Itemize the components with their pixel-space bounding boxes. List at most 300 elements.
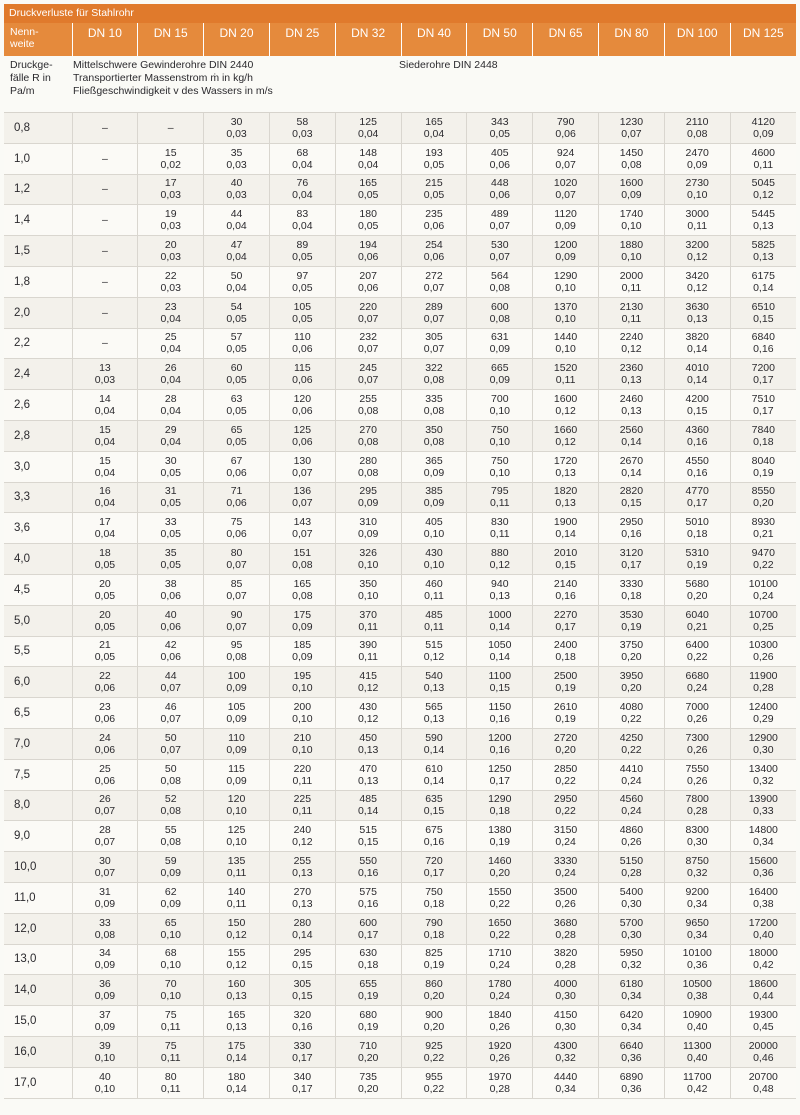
flow-cell: [401, 1067, 467, 1098]
mass-flow-value: 75: [164, 1009, 177, 1021]
flow-cell: [664, 328, 730, 359]
velocity-value: 0,06: [160, 651, 181, 664]
mass-flow-value: 57: [230, 331, 243, 344]
velocity-value: 0,14: [621, 466, 642, 479]
flow-cell: [204, 390, 270, 421]
table-row: [4, 821, 796, 852]
flow-cell: [599, 482, 665, 513]
flow-cell: [269, 297, 335, 328]
flow-cell: [467, 205, 533, 236]
mass-flow-value: 42: [164, 639, 177, 652]
mass-flow-value: 52: [164, 793, 177, 806]
flow-cell: [664, 236, 730, 267]
flow-cell: [533, 852, 599, 883]
flow-cell: [138, 205, 204, 236]
mass-flow-value: 18000: [748, 947, 778, 960]
flow-cell: [335, 667, 401, 698]
mass-flow-value: 448: [491, 177, 509, 190]
mass-flow-value: 750: [491, 454, 509, 467]
flow-cell: [664, 975, 730, 1006]
mass-flow-value: 1230: [619, 115, 644, 128]
velocity-value: 0,12: [555, 405, 576, 418]
mass-flow-value: 6680: [685, 670, 709, 683]
mass-flow-value: 38: [164, 577, 177, 590]
velocity-value: 0,10: [555, 343, 576, 356]
mass-flow-value: 232: [359, 331, 377, 344]
flow-cell: [138, 297, 204, 328]
velocity-value: 0,19: [357, 1021, 379, 1033]
mass-flow-value: 23: [164, 300, 177, 313]
flow-cell: [467, 1036, 533, 1067]
flow-cell: [467, 821, 533, 852]
velocity-value: 0,07: [555, 189, 576, 202]
velocity-value: 0,06: [160, 589, 181, 602]
velocity-value: 0,11: [424, 620, 444, 633]
flow-cell: [730, 821, 796, 852]
velocity-value: 0,06: [160, 620, 181, 633]
mass-flow-value: 9650: [685, 916, 709, 929]
flow-cell: [138, 174, 204, 205]
velocity-value: 0,12: [489, 559, 510, 572]
mass-flow-value: 13: [99, 362, 111, 375]
flow-cell: [269, 944, 335, 975]
pressure-gradient-cell: 0,8: [4, 113, 72, 144]
flow-cell: [401, 667, 467, 698]
mass-flow-value: 31: [164, 485, 177, 498]
mass-flow-value: 30: [164, 454, 177, 467]
velocity-value: 0,13: [489, 589, 510, 602]
velocity-value: 0,09: [292, 620, 313, 633]
mass-flow-value: 6840: [751, 331, 775, 344]
flow-cell: [335, 605, 401, 636]
table-row: [4, 390, 796, 421]
pressure-gradient-cell: 3,0: [4, 451, 72, 482]
velocity-value: 0,12: [357, 713, 379, 726]
flow-cell: [664, 944, 730, 975]
velocity-value: 0,11: [753, 158, 774, 171]
mass-flow-value: 14800: [748, 824, 778, 837]
flow-cell: [138, 605, 204, 636]
mass-flow-value: 255: [293, 855, 312, 868]
mass-flow-value: 1660: [553, 423, 578, 436]
velocity-value: 0,10: [489, 435, 510, 448]
velocity-value: 0,09: [423, 466, 445, 479]
mass-flow-value: 1120: [554, 208, 577, 221]
mass-flow-value: 44: [230, 208, 243, 221]
flow-cell: [72, 1006, 138, 1037]
flow-cell: [730, 482, 796, 513]
flow-cell: [335, 236, 401, 267]
table-row: [4, 913, 796, 944]
mass-flow-value: 680: [359, 1009, 377, 1021]
velocity-value: 0,07: [94, 805, 116, 818]
velocity-value: 0,09: [226, 743, 247, 756]
velocity-value: 0,18: [489, 805, 510, 818]
velocity-value: 0,09: [621, 189, 642, 202]
mass-flow-value: 65: [230, 423, 243, 436]
velocity-value: 0,18: [357, 959, 379, 972]
velocity-value: 0,36: [621, 1082, 642, 1095]
flow-cell: [401, 513, 467, 544]
velocity-value: 0,30: [555, 1021, 576, 1033]
velocity-value: 0,06: [357, 251, 379, 264]
velocity-value: 0,11: [160, 1021, 181, 1033]
flow-cell: [533, 1036, 599, 1067]
flow-cell: [401, 297, 467, 328]
mass-flow-value: –: [101, 337, 108, 350]
pressure-gradient-cell: 1,0: [4, 143, 72, 174]
flow-cell: [72, 359, 138, 390]
info-line-pipe-type: Mittelschwere Gewinderohre DIN 2440: [73, 59, 254, 71]
flow-cell: [467, 513, 533, 544]
mass-flow-value: 450: [359, 731, 377, 744]
velocity-value: 0,42: [687, 1082, 708, 1095]
mass-flow-value: 16: [99, 485, 111, 498]
mass-flow-value: –: [101, 275, 108, 288]
mass-flow-value: 2610: [553, 701, 578, 714]
pressure-gradient-cell: 1,4: [4, 205, 72, 236]
flow-cell: [204, 882, 270, 913]
velocity-value: 0,09: [357, 497, 379, 510]
velocity-value: 0,08: [160, 774, 181, 787]
flow-cell: [599, 1006, 665, 1037]
table-row: [4, 328, 796, 359]
flow-cell: [204, 667, 270, 698]
velocity-value: 0,06: [226, 528, 247, 541]
column-header: DN 15: [138, 23, 204, 56]
mass-flow-value: 63: [230, 393, 243, 406]
velocity-value: 0,03: [160, 281, 181, 294]
flow-cell: [599, 390, 665, 421]
velocity-value: 0,32: [621, 959, 642, 972]
mass-flow-value: 1100: [488, 670, 512, 683]
velocity-value: 0,15: [753, 312, 774, 325]
pressure-gradient-cell: 12,0: [4, 913, 72, 944]
mass-flow-value: 120: [293, 393, 312, 406]
mass-flow-value: 75: [164, 1039, 177, 1052]
mass-flow-value: 2850: [553, 762, 578, 775]
flow-cell: [599, 944, 665, 975]
mass-flow-value: 485: [359, 793, 377, 806]
velocity-value: 0,34: [621, 990, 642, 1003]
mass-flow-value: 165: [359, 177, 377, 190]
flow-cell: [204, 574, 270, 605]
flow-cell: [664, 544, 730, 575]
velocity-value: 0,36: [621, 1051, 642, 1064]
velocity-value: 0,04: [160, 312, 181, 325]
mass-flow-value: 365: [425, 454, 443, 467]
mass-flow-value: 4120: [751, 115, 775, 128]
velocity-value: 0,06: [489, 158, 510, 171]
mass-flow-value: 3820: [553, 947, 578, 960]
velocity-value: 0,26: [621, 836, 642, 849]
flow-cell: [664, 297, 730, 328]
flow-cell: [664, 913, 730, 944]
velocity-value: 0,08: [292, 559, 313, 572]
flow-cell: [335, 1006, 401, 1037]
mass-flow-value: 70: [164, 978, 177, 991]
mass-flow-value: 665: [491, 362, 509, 375]
velocity-value: 0,03: [160, 220, 181, 233]
velocity-value: 0,09: [489, 343, 510, 356]
flow-cell: [269, 1006, 335, 1037]
mass-flow-value: 235: [425, 208, 443, 221]
mass-flow-value: 8040: [751, 454, 775, 467]
mass-flow-value: 515: [425, 639, 443, 652]
flow-cell: [204, 513, 270, 544]
flow-cell: [72, 297, 138, 328]
flow-cell: [467, 451, 533, 482]
flow-cell: [204, 821, 270, 852]
mass-flow-value: 320: [293, 1009, 312, 1021]
flow-cell: [599, 759, 665, 790]
mass-flow-value: 28: [164, 393, 177, 406]
velocity-value: 0,06: [292, 374, 313, 387]
flow-cell: [138, 513, 204, 544]
velocity-value: 0,21: [753, 528, 774, 541]
table-row: [4, 513, 796, 544]
mass-flow-value: 3120: [619, 547, 644, 560]
mass-flow-value: 175: [227, 1039, 246, 1052]
flow-cell: [533, 728, 599, 759]
mass-flow-value: 40: [230, 177, 243, 190]
flow-cell: [467, 605, 533, 636]
flow-cell: [533, 1067, 599, 1098]
flow-cell: [730, 1036, 796, 1067]
velocity-value: 0,14: [226, 1082, 247, 1095]
mass-flow-value: 415: [359, 670, 377, 683]
mass-flow-value: 115: [293, 362, 311, 375]
velocity-value: 0,07: [226, 589, 247, 602]
flow-cell: [599, 728, 665, 759]
velocity-value: 0,09: [94, 1021, 116, 1033]
velocity-value: 0,05: [160, 497, 181, 510]
mass-flow-value: 485: [425, 608, 443, 621]
flow-cell: [664, 205, 730, 236]
mass-flow-value: 75: [230, 516, 243, 529]
velocity-value: 0,34: [687, 897, 708, 910]
pressure-gradient-cell: 5,0: [4, 605, 72, 636]
flow-cell: [467, 544, 533, 575]
mass-flow-value: 19: [164, 208, 177, 221]
mass-flow-value: 4860: [619, 824, 644, 837]
velocity-value: 0,05: [94, 620, 116, 633]
flow-cell: [599, 297, 665, 328]
flow-cell: [664, 359, 730, 390]
mass-flow-value: 489: [491, 208, 509, 221]
flow-cell: [467, 420, 533, 451]
mass-flow-value: 125: [293, 423, 312, 436]
velocity-value: 0,16: [489, 743, 510, 756]
flow-cell: [72, 266, 138, 297]
velocity-value: 0,30: [621, 928, 642, 941]
flow-cell: [599, 513, 665, 544]
mass-flow-value: 7200: [751, 362, 775, 375]
mass-flow-value: 9200: [685, 885, 709, 898]
velocity-value: 0,24: [489, 990, 510, 1003]
flow-cell: [533, 143, 599, 174]
velocity-value: 0,07: [357, 374, 379, 387]
flow-cell: [269, 574, 335, 605]
velocity-value: 0,09: [160, 897, 181, 910]
flow-cell: [401, 174, 467, 205]
flow-cell: [269, 790, 335, 821]
flow-cell: [467, 790, 533, 821]
velocity-value: 0,05: [160, 559, 181, 572]
pressure-gradient-cell: 13,0: [4, 944, 72, 975]
flow-cell: [401, 605, 467, 636]
mass-flow-value: 20: [99, 577, 111, 590]
mass-flow-value: 5825: [751, 239, 775, 252]
table-row: [4, 574, 796, 605]
flow-cell: [533, 513, 599, 544]
flow-cell: [664, 113, 730, 144]
velocity-value: 0,16: [687, 466, 708, 479]
velocity-value: 0,30: [621, 897, 642, 910]
velocity-value: 0,14: [226, 1051, 247, 1064]
velocity-value: 0,24: [687, 682, 708, 695]
mass-flow-value: 940: [491, 577, 509, 590]
flow-cell: [335, 636, 401, 667]
flow-cell: [664, 482, 730, 513]
mass-flow-value: 2470: [685, 146, 709, 159]
mass-flow-value: 700: [491, 393, 509, 406]
flow-cell: [533, 359, 599, 390]
mass-flow-value: 125: [227, 824, 246, 837]
flow-cell: [664, 390, 730, 421]
velocity-value: 0,08: [423, 374, 445, 387]
velocity-value: 0,05: [489, 127, 510, 140]
flow-cell: [599, 913, 665, 944]
velocity-value: 0,05: [226, 374, 247, 387]
mass-flow-value: 590: [425, 731, 443, 744]
mass-flow-value: 12900: [748, 731, 778, 744]
mass-flow-value: 30: [99, 855, 111, 868]
flow-cell: [269, 205, 335, 236]
mass-flow-value: 44: [164, 670, 177, 683]
velocity-value: 0,48: [753, 1082, 774, 1095]
velocity-value: 0,06: [357, 281, 379, 294]
velocity-value: 0,13: [555, 497, 576, 510]
flow-cell: [730, 944, 796, 975]
flow-cell: [730, 667, 796, 698]
velocity-value: 0,20: [357, 1082, 379, 1095]
column-header: DN 80: [599, 23, 665, 56]
mass-flow-value: 10700: [748, 608, 778, 621]
velocity-value: 0,16: [555, 589, 576, 602]
mass-flow-value: 22: [99, 670, 111, 683]
mass-flow-value: 23: [99, 701, 111, 714]
velocity-value: 0,13: [357, 774, 379, 787]
velocity-value: 0,04: [292, 220, 313, 233]
velocity-value: 0,17: [687, 497, 708, 510]
mass-flow-value: 80: [164, 1070, 177, 1083]
mass-flow-value: 4550: [685, 454, 709, 467]
mass-flow-value: 17: [99, 516, 111, 529]
flow-cell: [730, 544, 796, 575]
velocity-value: 0,05: [357, 189, 379, 202]
flow-cell: [533, 205, 599, 236]
mass-flow-value: 430: [359, 701, 377, 714]
mass-flow-value: 1900: [553, 516, 578, 529]
flow-cell: [72, 882, 138, 913]
velocity-value: 0,14: [357, 805, 379, 818]
mass-flow-value: 29: [164, 423, 177, 436]
mass-flow-value: 240: [293, 824, 312, 837]
flow-cell: [204, 205, 270, 236]
mass-flow-value: 120: [227, 793, 246, 806]
mass-flow-value: 860: [425, 978, 443, 991]
mass-flow-value: 2670: [619, 454, 644, 467]
flow-cell: [72, 821, 138, 852]
velocity-value: 0,26: [687, 774, 708, 787]
flow-cell: [664, 605, 730, 636]
flow-cell: [730, 143, 796, 174]
flow-cell: [467, 113, 533, 144]
velocity-value: 0,05: [94, 589, 116, 602]
velocity-value: 0,09: [94, 990, 116, 1003]
flow-cell: [204, 1036, 270, 1067]
flow-cell: [401, 266, 467, 297]
mass-flow-value: 150: [227, 916, 246, 929]
velocity-value: 0,11: [621, 312, 642, 325]
mass-flow-value: 60: [230, 362, 243, 375]
pressure-gradient-cell: 5,5: [4, 636, 72, 667]
velocity-value: 0,13: [226, 1021, 247, 1033]
pressure-gradient-cell: 11,0: [4, 882, 72, 913]
velocity-value: 0,22: [555, 774, 576, 787]
velocity-value: 0,19: [357, 990, 379, 1003]
velocity-value: 0,04: [226, 251, 247, 264]
mass-flow-value: 4080: [619, 701, 644, 714]
velocity-value: 0,10: [292, 682, 313, 695]
mass-flow-value: 2950: [553, 793, 578, 806]
velocity-value: 0,04: [160, 343, 181, 356]
velocity-value: 0,03: [160, 189, 181, 202]
flow-cell: [664, 728, 730, 759]
velocity-value: 0,16: [753, 343, 774, 356]
mass-flow-value: 151: [293, 547, 312, 560]
flow-cell: [204, 698, 270, 729]
mass-flow-value: 97: [296, 269, 309, 282]
flow-cell: [533, 790, 599, 821]
flow-cell: [204, 236, 270, 267]
flow-cell: [599, 574, 665, 605]
column-header: DN 10: [72, 23, 138, 56]
mass-flow-value: 2950: [619, 516, 644, 529]
flow-cell: [335, 174, 401, 205]
mass-flow-value: 47: [230, 239, 243, 252]
velocity-value: 0,18: [423, 928, 445, 941]
mass-flow-value: 254: [425, 239, 443, 252]
mass-flow-value: 955: [425, 1070, 443, 1083]
velocity-value: 0,12: [292, 836, 313, 849]
flow-cell: [401, 728, 467, 759]
mass-flow-value: 2010: [553, 547, 578, 560]
flow-cell: [204, 297, 270, 328]
velocity-value: 0,16: [489, 713, 510, 726]
flow-cell: [138, 390, 204, 421]
mass-flow-value: 1720: [553, 454, 578, 467]
mass-flow-value: 110: [293, 331, 311, 344]
flow-cell: [335, 266, 401, 297]
mass-flow-value: 335: [425, 393, 443, 406]
velocity-value: 0,10: [292, 713, 313, 726]
mass-flow-value: 95: [230, 639, 243, 652]
mass-flow-value: –: [101, 121, 108, 134]
flow-cell: [401, 944, 467, 975]
mass-flow-value: 2110: [685, 115, 709, 128]
